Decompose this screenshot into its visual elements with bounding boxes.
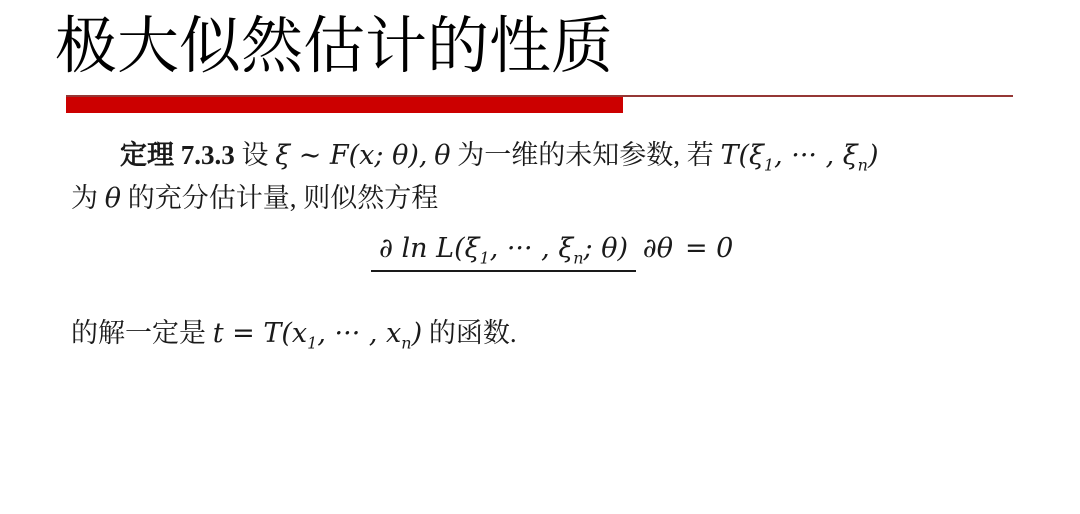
equation-rhs: = 0 [684, 233, 734, 264]
conclusion-math [212, 318, 423, 353]
numerator-post: ; θ) [583, 233, 628, 264]
theorem-label: 定理 7.3.3 [120, 140, 235, 170]
slide-title: 极大似然估计的性质 [55, 13, 614, 81]
conclusion-sub-1: 1 [307, 333, 318, 353]
fraction-denominator: ∂θ [642, 233, 673, 264]
fraction-numerator [371, 233, 636, 272]
statistic-pre: T(ξ [720, 140, 764, 171]
theorem-math-distribution: ξ ∼ F(x; θ), [275, 140, 428, 171]
line2-cn-b: 的充分估计量, 则似然方程 [127, 183, 439, 213]
theorem-cn-parameter: 为一维的未知参数, 若 [457, 140, 714, 170]
theorem-line-2 [71, 180, 438, 217]
title-accent-bar [66, 97, 623, 113]
numerator-sub-1: 1 [479, 248, 490, 268]
fraction [371, 233, 673, 268]
statistic-sub-1: 1 [763, 155, 775, 175]
conclusion-sub-n: n [401, 333, 412, 353]
theorem-math-theta: θ [434, 140, 451, 171]
conclusion-line [71, 315, 517, 352]
numerator-pre: ∂ ln L(ξ [379, 233, 480, 264]
conclusion-math-pre: t = T(x [212, 318, 308, 349]
conclusion-math-mid: , ··· , x [317, 318, 402, 349]
conclusion-math-post: ) [411, 318, 423, 349]
line2-math-theta: θ [104, 183, 122, 214]
theorem-statistic [720, 140, 879, 175]
conclusion-cn-b: 的函数. [428, 318, 517, 348]
numerator-sub-n: n [573, 248, 584, 268]
statistic-sub-n: n [857, 155, 868, 175]
conclusion-cn-a: 的解一定是 [71, 318, 206, 348]
statistic-post: ) [867, 140, 879, 171]
numerator-mid: , ··· , ξ [489, 233, 574, 264]
statistic-mid: , ··· , ξ [774, 140, 858, 171]
likelihood-equation [371, 233, 734, 268]
theorem-cn-set: 设 [241, 140, 269, 170]
theorem-line-1 [120, 137, 878, 174]
line2-cn-a: 为 [71, 183, 98, 213]
